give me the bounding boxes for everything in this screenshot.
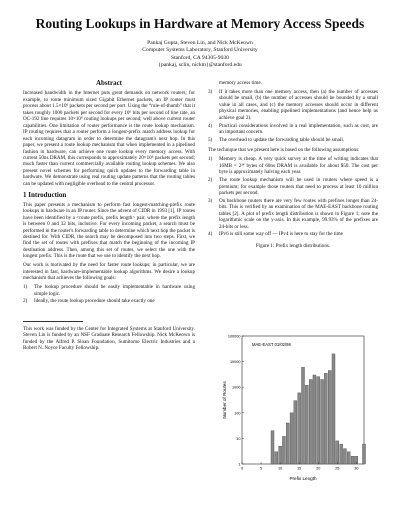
goal-number: 5) (208, 136, 213, 143)
bar-prefix-8 (271, 431, 274, 464)
x-tick-label: 20 (316, 466, 321, 471)
y-tick-label: 10 (236, 436, 241, 441)
figure-caption: Figure 1: Prefix length distributions. (255, 242, 331, 249)
bar-prefix-17 (305, 385, 308, 464)
bar-prefix-18 (309, 379, 312, 464)
y-tick-label: 1 (238, 462, 241, 467)
bar-prefix-22 (324, 373, 327, 464)
legend-label: MAE-EAST 01/02/98 (252, 342, 291, 347)
bar-prefix-21 (321, 379, 324, 464)
left-column (23, 80, 195, 354)
y-tick-label: 10000 (229, 360, 241, 365)
assumption-item (208, 198, 378, 230)
bar-prefix-16 (301, 367, 304, 464)
x-tick-label: 15 (297, 466, 302, 471)
assumptions-intro: The technique that we present here is based on the following assumptions: (208, 147, 360, 154)
goal-item (23, 284, 195, 297)
bar-prefix-11 (282, 436, 285, 464)
footnote-rule (23, 321, 83, 322)
goal-number: 2) (23, 298, 28, 305)
bar-prefix-29 (351, 456, 354, 464)
intro-paragraph: Our work is motivated by the need for faster route lookups; in particular, we are interested in fast, hardware-implementable lookup algorithms. We desire a lookup mechanism that achieves the following goals: (23, 262, 195, 282)
goal-item (208, 89, 378, 121)
intro-heading: 1 Introduction (23, 191, 67, 200)
assumption-number: 2) (208, 177, 213, 184)
bar-prefix-15 (298, 393, 301, 464)
bar-prefix-12 (286, 423, 289, 464)
assumption-text: On backbone routers there are very few routes with prefixes longer than 24-bits. This is verified by an examination of the MAE-EAST backbone routing tables [2]. A plot of prefix length distribution is shown in Figure 1; note the logarithmic scale on the y-axis. In this example, 99.93% of the prefixes are 24-bits or less. (219, 197, 378, 230)
y-tick-label: 100000 (227, 334, 241, 339)
bar-group (271, 354, 366, 464)
address: Stanford, CA 94305-9030 (171, 54, 229, 61)
intro-paragraph: This paper presents a mechanism to perform fast longest-matching-prefix route lookups in hardware in an IP router. Since the advent of CIDR in 1993 [1], IP routes have been identified by a <route prefix, prefix length> pair, where the prefix length is between 0 and 32 bits, inclusive. For every incoming packet, a search must be performed in the router's forwarding table to determine which next hop the packet is destined for. With CIDR, the search may be decomposed into two steps. First, we find the set of routes with prefixes that match the beginning of the incoming IP destination address. Then, among this set of routes, we select the one with the longest prefix. This is the route that we use to identify the next hop. (23, 201, 195, 260)
bar-prefix-13 (290, 413, 293, 464)
assumption-text: Memory is cheap. A very quick survey at the time of writing indicates that 16MB = 2²⁴ bytes of 60ns DRAM is available for about $50. The cost per byte is approximately halving each year. (219, 156, 378, 176)
bar-prefix-10 (279, 446, 282, 464)
assumption-number: 4) (208, 231, 213, 238)
assumption-item (208, 177, 378, 196)
goal-text: Practical considerations involved in a real implementation, such as cost, are an important concern. (219, 122, 378, 136)
goal-number: 4) (208, 122, 213, 129)
x-tick-label: 25 (335, 466, 340, 471)
affiliation: Computer Systems Laboratory, Stanford University (142, 47, 258, 54)
goal-text: The lookup procedure should be easily implementable in hardware using simple logic. (34, 284, 195, 297)
bar-prefix-24 (332, 354, 335, 464)
goal-item (208, 137, 378, 143)
bar-prefix-26 (340, 444, 343, 464)
bar-prefix-20 (317, 377, 320, 464)
assumption-text: IPv6 is still some way off — IPv4 is here to stay for the time (219, 231, 343, 238)
bar-prefix-14 (294, 401, 297, 464)
bar-prefix-32 (362, 444, 365, 464)
x-tick-label: 5 (260, 466, 263, 471)
authors: Pankaj Gupta, Steven Lin, and Nick McKeown (147, 40, 253, 46)
right-column (208, 80, 378, 252)
x-tick-label: 30 (354, 466, 359, 471)
goal-text: If it takes more than one memory access, then (a) the number of accesses should be small, (b) the number of accesses should be bounded by a small value in all cases, and (c) the memory accesses should occur in different physical memories, enabling pipelined implementations (and hence help us achieve goal 2). (219, 88, 378, 121)
assumption-item (208, 231, 378, 237)
x-tick-label: 10 (278, 466, 283, 471)
continued-text: memory access time. (219, 80, 262, 86)
prefix-length-chart (220, 330, 370, 490)
bar-prefix-27 (343, 449, 346, 464)
email: {pankaj, sclin, nickm}@stanford.edu (158, 62, 242, 69)
bar-prefix-19 (313, 375, 316, 464)
abstract-text: Increased bandwidth in the Internet puts great demands on network routers; for example, to route minimum sized Gigabit Ethernet packets, an IP router must process about 1.5×10⁶ packets per second per port. Using the “rule-of-thumb” that it takes roughly 1000 packets per second for every 10⁶ bits per second of line rate, an OC-192 line requires 10×10⁶ routing lookups per second; well above current router capabilities. One limitation of router performance is the route lookup mechanism. IP routing requires that a router perform a longest-prefix match address lookup for each incoming datagram in order to determine the datagram's next hop. In this paper, we present a route lookup mechanism that when implemented in a pipelined fashion in hardware, can achieve one route lookup every memory access. With current 50ns DRAM, this corresponds to approximately 20×10⁶ packets per second; much faster than current commercially available routing lookup schemes. We also present novel schemes for performing quick updates to the forwarding table in hardware. We demonstrate using real routing update patterns that the routing tables can be updated with negligible overhead to the central processor. (23, 90, 195, 187)
goal-number: 1) (23, 284, 28, 291)
assumption-item (208, 156, 378, 175)
assumption-number: 3) (208, 197, 213, 204)
goal-item (23, 298, 195, 304)
bar-prefix-28 (347, 452, 350, 464)
abstract-heading: Abstract (95, 79, 123, 87)
y-axis-label: Number of Routes (222, 381, 227, 419)
goal-text: The overhead to update the forwarding table should be small. (219, 136, 345, 143)
x-axis-label: Prefix Length (289, 476, 317, 481)
footnote: This work was funded by the Center for Integrated Systems at Stanford University. Steven Lin is funded by an NSF Graduate Research Fellowship. Nick McKeown is funded by the Alfred P. Sloan Foundation, Sumitomo Electric Industries and a Robert N. Noyce Faculty Fellowship. (23, 325, 195, 352)
bar-prefix-9 (275, 452, 278, 464)
y-tick-label: 100 (234, 411, 241, 416)
goal-text: Ideally, the route lookup procedure should take exactly one (34, 298, 155, 305)
paper-title: Routing Lookups in Hardware at Memory Access Speeds (35, 16, 365, 31)
author-block (0, 40, 400, 70)
assumption-text: The route lookup mechanism will be used in routers where speed is a premium; for example those routers that need to process at least 10 million packets per second. (219, 177, 378, 196)
y-tick-label: 1000 (232, 385, 241, 390)
bar-prefix-25 (336, 441, 339, 464)
x-tick-label: 0 (240, 466, 244, 471)
goal-item (208, 123, 378, 136)
goal-number: 3) (208, 88, 213, 95)
y-axis-ticks (228, 335, 244, 467)
assumption-number: 1) (208, 156, 213, 163)
bar-prefix-23 (328, 370, 331, 464)
